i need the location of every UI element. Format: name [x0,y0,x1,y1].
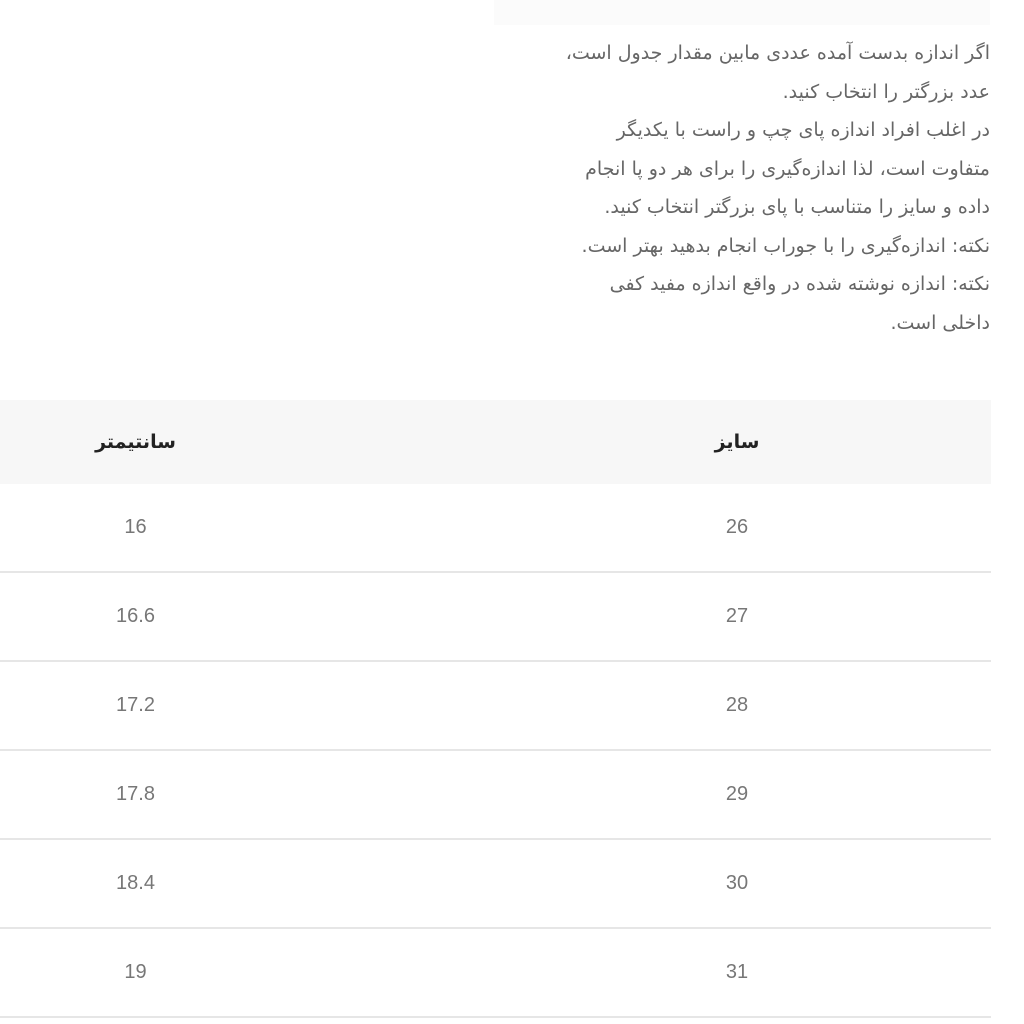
instruction-line: نکته: اندازه نوشته شده در واقع اندازه مفید کفی [609,273,990,295]
table-row [0,572,991,661]
table-header-row [0,400,991,484]
instruction-line: عدد بزرگتر را انتخاب کنید. [782,80,990,103]
table-row [0,928,991,1017]
cell-centimeter: 19 [0,928,491,1017]
cell-centimeter: 17.8 [0,750,491,839]
table-row [0,661,991,750]
cell-centimeter: 16 [0,484,491,572]
cell-size: 28 [491,661,991,750]
table-row [0,484,991,572]
cell-centimeter: 18.4 [0,839,491,928]
instruction-line: در اغلب افراد اندازه پای چپ و راست با یکدیگر [616,119,990,141]
cell-size: 27 [491,572,991,661]
instruction-line: متفاوت است، لذا اندازه‌گیری را برای هر دو پا انجام [585,157,990,180]
instruction-line: داخلی است. [890,311,990,334]
size-instructions [450,34,990,342]
cell-size: 31 [491,928,991,1017]
instruction-line: اگر اندازه بدست آمده عددی مابین مقدار جدول است، [565,42,990,64]
table-row [0,839,991,928]
cell-centimeter: 17.2 [0,661,491,750]
cell-size: 29 [491,750,991,839]
instruction-line: داده و سایز را متناسب با پای بزرگتر انتخاب کنید. [604,196,990,218]
table-row [0,750,991,839]
size-table [0,400,991,1018]
cell-size: 26 [491,484,991,572]
cell-size: 30 [491,839,991,928]
cell-centimeter: 16.6 [0,572,491,661]
top-strip [494,0,990,25]
header-centimeter: سانتیمتر [0,400,491,484]
header-size: سایز [491,400,991,484]
instruction-line: نکته: اندازه‌گیری را با جوراب انجام بدهید بهتر است. [581,234,990,257]
